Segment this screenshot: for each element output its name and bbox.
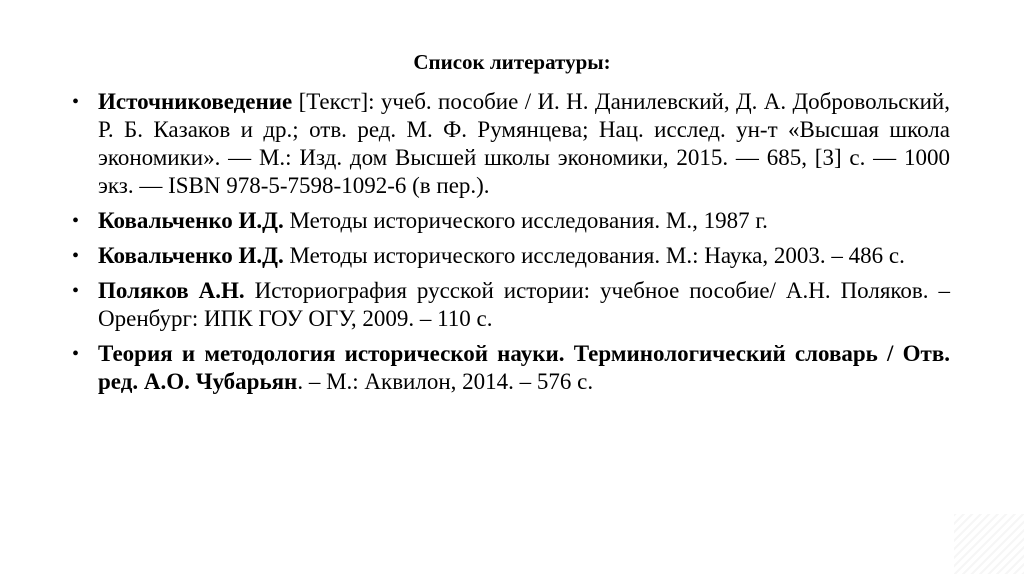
list-item	[72, 277, 950, 333]
bullet-icon: •	[72, 210, 80, 232]
reference-author: Ковальченко И.Д.	[98, 208, 284, 233]
reference-list	[72, 88, 950, 403]
reference-author: Поляков А.Н.	[98, 278, 245, 303]
reference-text: [Текст]: учеб. пособие / И. Н. Данилевский, Д. А. Добровольский, Р. Б. Казаков и др.; отв. ред. М. Ф. Румянцева; Нац. исслед. ун-т «Высшая школа экономики». — М.: Изд. дом Высшей школы экономики, 2015. — 685, [3] с. — 1000 экз. — ISBN 978-5-7598-1092-6 (в пер.).	[98, 89, 950, 198]
list-item	[72, 207, 950, 235]
reference-text: . – М.: Аквилон, 2014. – 576 с.	[297, 369, 594, 394]
bullet-icon: •	[72, 245, 80, 267]
list-item	[72, 242, 950, 270]
reference-text: Методы исторического исследования. М.: Наука, 2003. – 486 с.	[283, 243, 905, 268]
reference-author: Источниковедение	[98, 89, 293, 114]
bullet-icon: •	[72, 343, 80, 365]
page-title: Список литературы:	[413, 50, 611, 74]
bullet-icon: •	[72, 91, 80, 113]
reference-author: Ковальченко И.Д.	[98, 243, 284, 268]
list-item	[72, 340, 950, 396]
reference-text: Методы исторического исследования. М., 1987 г.	[283, 208, 768, 233]
list-item	[72, 88, 950, 200]
reference-author: Теория и методология исторической науки. Терминологический словарь / Отв. ред. А.О. Чубарьян	[98, 341, 950, 394]
corner-decoration	[954, 514, 1024, 574]
bullet-icon: •	[72, 280, 80, 302]
reference-text: Историография русской истории: учебное пособие/ А.Н. Поляков. – Оренбург: ИПК ГОУ ОГУ, 2009. – 110 с.	[98, 278, 950, 331]
